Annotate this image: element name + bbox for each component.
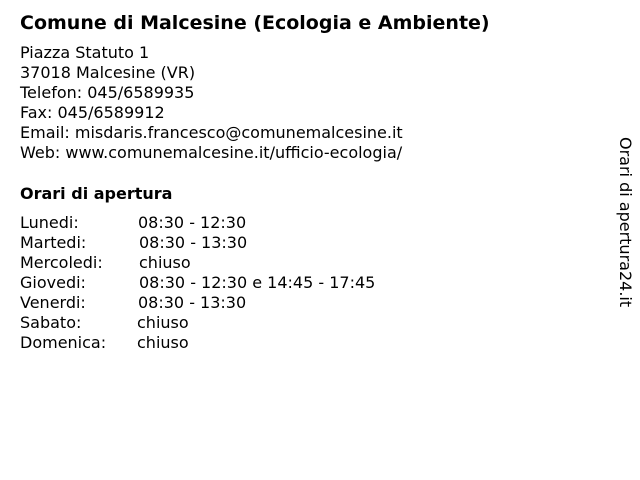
- fax-number: Fax: 045/6589912: [20, 103, 165, 122]
- website-url: Web: www.comunemalcesine.it/ufficio-ecologia/: [20, 143, 403, 162]
- day-label: Lunedi:: [20, 213, 79, 232]
- opening-hours-heading: Orari di apertura: [20, 184, 173, 203]
- hours-value: 08:30 - 13:30: [139, 233, 248, 252]
- day-label: Venerdi:: [20, 293, 86, 312]
- day-label: Sabato:: [20, 313, 82, 332]
- hours-value: 08:30 - 12:30: [138, 213, 247, 232]
- page-title: Comune di Malcesine (Ecologia e Ambiente): [20, 12, 490, 34]
- day-label: Giovedi:: [20, 273, 86, 292]
- day-label: Mercoledi:: [20, 253, 103, 272]
- hours-value: chiuso: [137, 333, 189, 352]
- day-label: Martedi:: [20, 233, 87, 252]
- day-label: Domenica:: [20, 333, 107, 352]
- email-address: Email: misdaris.francesco@comunemalcesine.it: [20, 123, 403, 142]
- site-watermark: [612, 136, 638, 308]
- site-watermark-label: Orari di apertura24.it: [616, 136, 635, 308]
- hours-value: chiuso: [137, 313, 189, 332]
- hours-value: 08:30 - 13:30: [138, 293, 247, 312]
- address-street: Piazza Statuto 1: [20, 43, 150, 62]
- phone-number: Telefon: 045/6589935: [20, 83, 195, 102]
- address-city: 37018 Malcesine (VR): [20, 63, 196, 82]
- hours-value: 08:30 - 12:30 e 14:45 - 17:45: [139, 273, 376, 292]
- contact-info: [20, 43, 403, 163]
- hours-value: chiuso: [139, 253, 191, 272]
